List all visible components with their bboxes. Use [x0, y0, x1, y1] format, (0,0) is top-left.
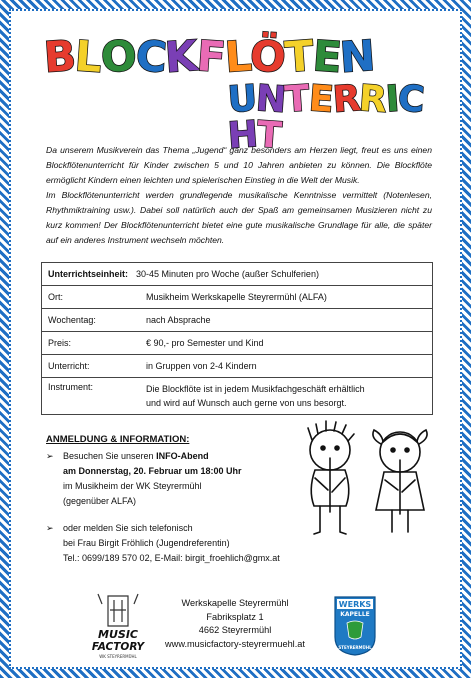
- werkskapelle-logo: [333, 593, 377, 657]
- item-1-date: [46, 464, 326, 479]
- title-letter: L: [73, 31, 103, 82]
- title-block: [36, 30, 436, 157]
- item-1-bold: INFO-Abend: [156, 451, 209, 461]
- logo-werks-text: WERKS: [338, 600, 372, 609]
- title-letter: K: [163, 30, 199, 83]
- registration-heading: ANMELDUNG & INFORMATION:: [46, 434, 190, 445]
- logo-sub-text: WK STEYRERMÜHL: [99, 654, 137, 659]
- title-letter: T: [255, 114, 283, 157]
- title-letter: T: [283, 78, 311, 121]
- registration-item-2: [46, 521, 326, 536]
- info-row: [42, 355, 432, 378]
- info-label: Preis:: [48, 338, 72, 348]
- info-value: nach Absprache: [146, 315, 211, 325]
- item-1-place-2: (gegenüber ALFA): [63, 496, 137, 506]
- instrument-line-1: Die Blockflöte ist in jedem Musikfachgeschäft erhältlich: [146, 384, 365, 394]
- title-letter: L: [222, 31, 252, 82]
- item-1-prefix: Besuchen Sie unseren: [63, 451, 157, 461]
- info-value: [146, 382, 426, 410]
- info-value: € 90,- pro Semester und Kind: [146, 338, 264, 348]
- info-label: Unterricht:: [48, 361, 90, 371]
- instrument-line-2: und wird auf Wunsch auch gerne von uns besorgt.: [146, 398, 347, 408]
- info-label: Unterrichtseinheit:: [48, 269, 129, 279]
- item-1-place: im Musikheim der WK Steyrermühl: [63, 481, 202, 491]
- info-row-unit: [42, 263, 432, 286]
- title-letter: O: [99, 30, 138, 83]
- info-evening-date: am Donnerstag, 20. Februar um 18:00 Uhr: [63, 466, 242, 476]
- info-value: 30-45 Minuten pro Woche (außer Schulferien): [136, 269, 319, 279]
- info-table: [41, 262, 433, 415]
- info-value: in Gruppen von 2-4 Kindern: [146, 361, 257, 371]
- footer-website-link[interactable]: www.musicfactory-steyrermuehl.at: [165, 638, 305, 649]
- intro-paragraph-1: Da unserem Musikverein das Thema „Jugend“ ganz besonders am Herzen liegt, freut es uns einen Blockflötenunterricht für Kinder zwischen 5 und 10 Jahren anbieten zu können. Die Blockflöte ermöglicht Kindern einen leichten und spielerischen Einstieg in die Welt der Musik.: [46, 145, 432, 185]
- title-letter: C: [133, 31, 168, 82]
- item-2-line-2: bei Frau Birgit Fröhlich (Jugendreferentin): [63, 538, 230, 548]
- item-1-text: [63, 449, 209, 464]
- title-line-1: [42, 30, 377, 83]
- info-row: [42, 286, 432, 309]
- logo-factory-text: FACTORY: [91, 641, 145, 653]
- item-2-line-1: oder melden Sie sich telefonisch: [63, 523, 193, 533]
- children-recorder-illustration: [290, 420, 440, 540]
- info-row: [42, 332, 432, 355]
- title-letter: I: [384, 78, 400, 121]
- footer-street: Fabriksplatz 1: [206, 611, 264, 622]
- title-letter: E: [307, 78, 334, 121]
- arrow-bullet-icon: ➢: [46, 523, 54, 533]
- title-letter: N: [338, 30, 377, 83]
- footer-city: 4662 Steyrermühl: [198, 625, 272, 635]
- logo-steyrermuehl-text: STEYRERMÜHL: [338, 645, 372, 650]
- registration-section: [46, 432, 326, 566]
- item-2-contact: Tel.: 0699/189 570 02, E-Mail: birgit_froehlich@gmx.at: [63, 553, 280, 563]
- registration-item-1: [46, 449, 326, 464]
- title-letter: U: [226, 78, 258, 121]
- info-row: [42, 309, 432, 332]
- info-row-instrument: [42, 378, 432, 414]
- logo-music-text: MUSIC: [98, 628, 138, 641]
- title-letter: R: [331, 78, 361, 121]
- title-letter: N: [254, 78, 287, 121]
- title-letter: C: [397, 78, 426, 121]
- arrow-bullet-icon: ➢: [46, 451, 54, 461]
- info-label: Instrument:: [48, 382, 94, 392]
- title-letter: B: [42, 30, 77, 83]
- footer-org-name: Werkskapelle Steyrermühl: [181, 598, 289, 608]
- title-letter: T: [283, 31, 315, 82]
- music-factory-logo: [84, 590, 152, 662]
- info-label: Wochentag:: [48, 315, 96, 325]
- info-label: Ort:: [48, 292, 63, 302]
- title-letter: E: [311, 31, 343, 82]
- title-letter: R: [357, 78, 388, 121]
- title-letter: H: [226, 114, 259, 157]
- title-letter: F: [195, 31, 227, 82]
- title-letter: Ö: [248, 30, 287, 83]
- intro-text: [46, 143, 432, 248]
- intro-paragraph-2: Im Blockflötenunterricht werden grundlegende musikalische Kenntnisse vermittelt (Notenlesen, Rhythmiktraining usw.). Dabei soll natürlich auch der Spaß am gemeinsamen Musizieren nicht zu kurz kommen! Der Blockflötenunterricht bietet eine gute musikalische Grundlage für alle, die später auf ein anderes Instrument wechseln möchten.: [46, 190, 432, 245]
- logo-kapelle-text: KAPELLE: [340, 611, 370, 618]
- info-value: Musikheim Werkskapelle Steyrermühl (ALFA): [146, 292, 327, 302]
- footer-address: [150, 597, 320, 651]
